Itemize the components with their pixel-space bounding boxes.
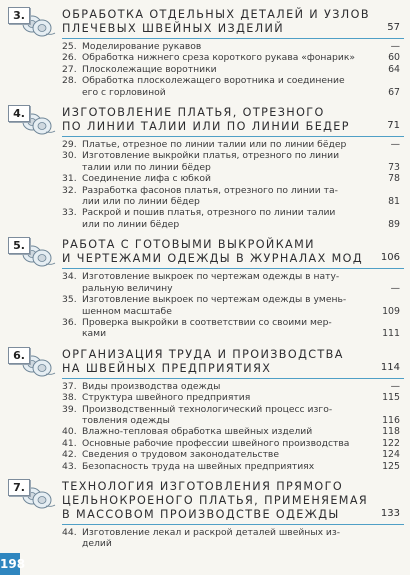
entry-number: 36.	[62, 316, 77, 328]
chapter-number: 5.	[8, 237, 30, 254]
entry-number: 37.	[62, 380, 77, 392]
chapter-heading[interactable]	[6, 6, 404, 39]
chapter-title-line: ЦЕЛЬНОКРОЕНОГО ПЛАТЬЯ, ПРИМЕНЯЕМАЯ	[62, 493, 369, 507]
chapter-title-line: ОРГАНИЗАЦИЯ ТРУДА И ПРОИЗВОДСТВА	[62, 347, 344, 361]
entry-number: 32.	[62, 184, 77, 196]
chapter-title-line: ТЕХНОЛОГИЯ ИЗГОТОВЛЕНИЯ ПРЯМОГО	[62, 479, 344, 493]
page-number: 198	[0, 553, 20, 575]
entry-number: 33.	[62, 207, 77, 219]
entry-number: 28.	[62, 75, 77, 87]
entry-number: 42.	[62, 449, 77, 461]
entry-number: 25.	[62, 41, 77, 52]
entry-title-line: талии или по линии бёдер	[82, 161, 211, 173]
chapter-title	[62, 238, 382, 266]
chapter-badge	[6, 7, 56, 37]
entry-page: 111	[382, 328, 400, 340]
chapter-section	[6, 346, 404, 478]
entry-title-line: Структура швейного предприятия	[82, 392, 251, 404]
entry-title-line: ками	[82, 328, 107, 340]
entry-title-line: или по линии бёдер	[82, 218, 180, 230]
chapter-badge	[6, 237, 56, 267]
chapter-section	[6, 104, 404, 236]
entry-title-line: Изготовление выкроек по чертежам одежды в нату-	[82, 271, 340, 283]
chapter-title-line: ИЗГОТОВЛЕНИЕ ПЛАТЬЯ, ОТРЕЗНОГО	[62, 106, 325, 120]
entry-page: 67	[388, 86, 400, 98]
entry-title-line: Соединение лифа с юбкой	[82, 173, 211, 185]
entry-title-line: Производственный технологический процесс изго-	[82, 403, 333, 415]
chapter-title	[62, 480, 382, 522]
chapter-page: 71	[387, 120, 400, 132]
chapter-rule	[62, 378, 404, 379]
entry-number: 29.	[62, 139, 77, 151]
toc-entry[interactable]	[6, 461, 404, 472]
entry-title-line: Обработка плосколежащего воротника и соединение	[82, 75, 345, 87]
toc-entry[interactable]	[6, 64, 404, 75]
entry-title-line: товления одежды	[82, 414, 170, 426]
chapter-rule	[62, 268, 404, 269]
chapter-section	[6, 236, 404, 345]
entry-page: 89	[388, 218, 400, 230]
entry-title-line: Платье, отрезное по линии талии или по линии бёдер	[82, 139, 347, 151]
chapter-heading[interactable]	[6, 346, 404, 379]
entry-title-line: лии или по линии бёдер	[82, 196, 200, 208]
toc-entry[interactable]	[6, 75, 404, 98]
toc-entry[interactable]	[6, 527, 404, 550]
entry-page: 118	[382, 426, 400, 438]
toc-entry[interactable]	[6, 41, 404, 52]
entry-number: 40.	[62, 426, 77, 438]
entry-title-line: Раскрой и пошив платья, отрезного по линии талии	[82, 207, 336, 219]
toc-entry[interactable]	[6, 294, 404, 317]
entry-page: 116	[382, 414, 400, 426]
chapter-page: 114	[380, 361, 400, 373]
chapter-badge	[6, 105, 56, 135]
entry-number: 30.	[62, 150, 77, 162]
chapter-badge	[6, 347, 56, 377]
toc-entry[interactable]	[6, 438, 404, 449]
chapter-badge	[6, 479, 56, 509]
entry-page: 60	[388, 52, 400, 64]
toc-entry[interactable]	[6, 381, 404, 392]
entry-title-line: Влажно-тепловая обработка швейных изделий	[82, 426, 313, 438]
entry-title-line: Сведения о трудовом законодательстве	[82, 449, 279, 461]
toc-entry[interactable]	[6, 173, 404, 184]
toc-entry[interactable]	[6, 207, 404, 230]
chapter-rule	[62, 136, 404, 137]
entry-title-line: Плосколежащие воротники	[82, 63, 217, 75]
toc-entry[interactable]	[6, 150, 404, 173]
entry-page: 81	[388, 196, 400, 208]
toc-entry[interactable]	[6, 271, 404, 294]
chapter-title-line: В МАССОВОМ ПРОИЗВОДСТВЕ ОДЕЖДЫ	[62, 507, 340, 521]
entry-number: 35.	[62, 294, 77, 306]
chapter-rule	[62, 524, 404, 525]
toc-entry[interactable]	[6, 52, 404, 63]
entry-title-line: шенном масштабе	[82, 305, 172, 317]
toc-entry[interactable]	[6, 139, 404, 150]
chapter-heading[interactable]	[6, 478, 404, 525]
entry-page: 115	[382, 392, 400, 404]
chapter-number: 3.	[8, 7, 30, 24]
entry-number: 31.	[62, 173, 77, 185]
entry-page: 73	[388, 161, 400, 173]
chapter-page: 106	[380, 252, 400, 264]
entry-title-line: Обработка нижнего среза короткого рукава «фонарик»	[82, 52, 355, 64]
entry-title-line: Безопасность труда на швейных предприятиях	[82, 460, 315, 472]
entry-title-line: Моделирование рукавов	[82, 41, 202, 52]
entry-page: —	[390, 41, 400, 52]
entry-title-line: его с горловиной	[82, 86, 166, 98]
entry-title-line: ральную величину	[82, 282, 173, 294]
chapter-title	[62, 348, 382, 376]
entry-title-line: Изготовление выкройки платья, отрезного по линии	[82, 150, 340, 162]
entry-number: 39.	[62, 403, 77, 415]
chapter-page: 57	[387, 22, 400, 33]
entry-page: —	[390, 380, 400, 392]
entry-page: —	[390, 282, 400, 294]
entry-title-line: Разработка фасонов платья, отрезного по линии та-	[82, 184, 338, 196]
entry-page: 64	[388, 63, 400, 75]
chapter-number: 7.	[8, 479, 30, 496]
entry-page: 109	[382, 305, 400, 317]
chapter-number: 6.	[8, 347, 30, 364]
chapter-title-line: РАБОТА С ГОТОВЫМИ ВЫКРОЙКАМИ	[62, 238, 315, 252]
entry-page: 122	[382, 437, 400, 449]
chapter-heading[interactable]	[6, 236, 404, 269]
entry-number: 44.	[62, 526, 77, 538]
toc-entry[interactable]	[6, 404, 404, 427]
toc-entry[interactable]	[6, 426, 404, 437]
chapter-rule	[62, 38, 404, 39]
entry-title-line: Изготовление лекал и раскрой деталей швейных из-	[82, 526, 341, 538]
chapter-title-line: НА ШВЕЙНЫХ ПРЕДПРИЯТИЯХ	[62, 361, 272, 375]
chapter-number: 4.	[8, 105, 30, 122]
toc-entry[interactable]	[6, 185, 404, 208]
entry-number: 27.	[62, 63, 77, 75]
entry-number: 34.	[62, 271, 77, 283]
chapter-page: 133	[380, 507, 400, 519]
entry-number: 38.	[62, 392, 77, 404]
entry-page: 78	[388, 173, 400, 185]
chapter-title-line: ПО ЛИНИИ ТАЛИИ ИЛИ ПО ЛИНИИ БЕДЕР	[62, 120, 350, 134]
entry-title-line: Основные рабочие профессии швейного производства	[82, 437, 350, 449]
chapter-heading[interactable]	[6, 104, 404, 137]
chapter-title-line: ПЛЕЧЕВЫХ ШВЕЙНЫХ ИЗДЕЛИЙ	[62, 22, 285, 35]
entry-page: —	[390, 139, 400, 151]
entry-title-line: Виды производства одежды	[82, 380, 221, 392]
entry-title-line: делий	[82, 538, 112, 550]
entry-title-line: Изготовление выкроек по чертежам одежды в умень-	[82, 294, 347, 306]
chapter-title-line: ОБРАБОТКА ОТДЕЛЬНЫХ ДЕТАЛЕЙ И УЗЛОВ	[62, 8, 370, 21]
entry-number: 26.	[62, 52, 77, 64]
entry-page: 125	[382, 460, 400, 472]
toc-entry[interactable]	[6, 317, 404, 340]
entry-title-line: Проверка выкройки в соответствии со своими мер-	[82, 316, 332, 328]
chapter-title	[62, 106, 382, 134]
toc-entry[interactable]	[6, 392, 404, 403]
chapter-section	[6, 6, 404, 104]
entry-number: 43.	[62, 460, 77, 472]
toc-entry[interactable]	[6, 449, 404, 460]
entry-number: 41.	[62, 437, 77, 449]
chapter-title	[62, 8, 382, 36]
section-spacer	[6, 550, 404, 556]
entry-page: 124	[382, 449, 400, 461]
chapter-title-line: И ЧЕРТЕЖАМИ ОДЕЖДЫ В ЖУРНАЛАХ МОД	[62, 252, 364, 266]
table-of-contents	[0, 6, 410, 556]
chapter-section	[6, 478, 404, 556]
